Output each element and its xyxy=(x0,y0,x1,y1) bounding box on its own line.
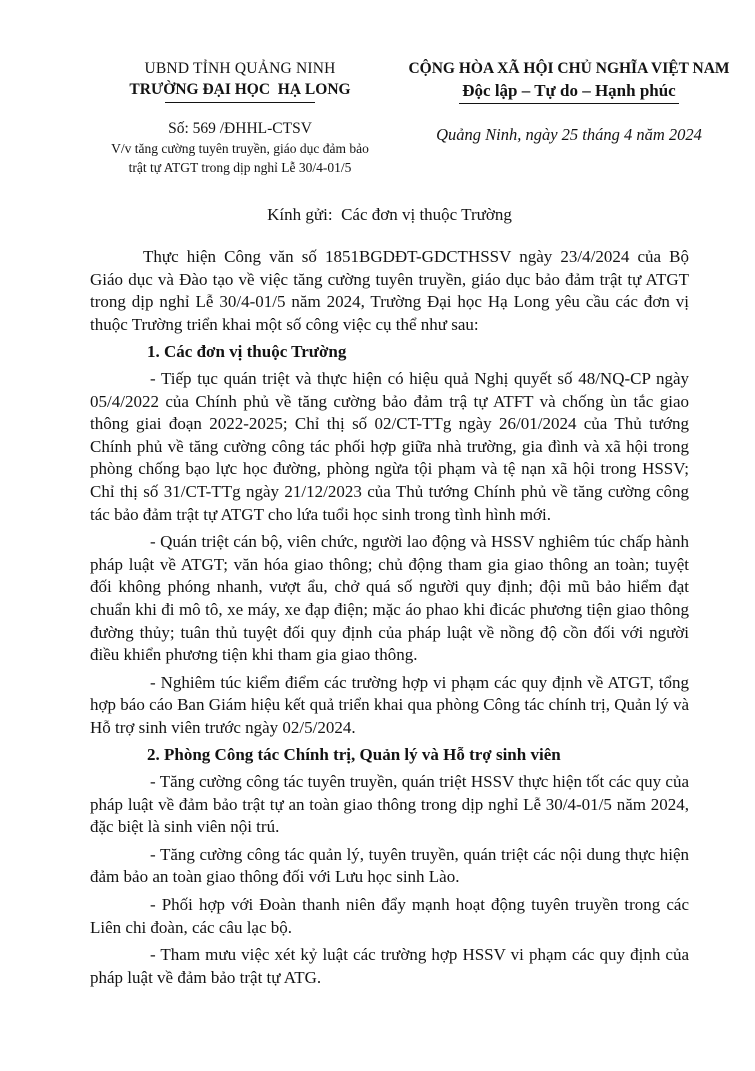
document-body xyxy=(0,204,755,989)
national-motto: Độc lập – Tự do – Hạnh phúc xyxy=(459,79,678,104)
org-name: TRƯỜNG ĐẠI HỌC HẠ LONG xyxy=(129,81,351,98)
org-parent-name: UBND TỈNH QUẢNG NINH xyxy=(144,60,336,77)
document-subject-line1: V/v tăng cường tuyên truyền, giáo dục đảm bảo xyxy=(111,141,369,156)
org-name-underline xyxy=(165,102,315,103)
section-2-item-3: - Phối hợp với Đoàn thanh niên đẩy mạnh hoạt động tuyên truyền trong các Liên chi đoàn, các câu lạc bộ. xyxy=(90,895,689,937)
salutation: Kính gửi: Các đơn vị thuộc Trường xyxy=(267,205,512,224)
section-2-item-2: - Tăng cường công tác quản lý, tuyên truyền, quán triệt các nội dung thực hiện đảm bảo an toàn giao thông đối với Lưu học sinh Lào. xyxy=(90,844,689,887)
section-1-item-3: - Nghiêm túc kiểm điểm các trường hợp vi phạm các quy định về ATGT, tổng hợp báo cáo Ban Giám hiệu kết quả triển khai qua phòng Công tác chính trị, Quản lý và Hỗ trợ sinh viên trước ngày 02/5/2024. xyxy=(90,672,689,737)
section-2-item-4: - Tham mưu việc xét kỷ luật các trường hợp HSSV vi phạm các quy định của pháp luật về đảm bảo trật tự ATG. xyxy=(90,945,689,987)
place-and-date: Quảng Ninh, ngày 25 tháng 4 năm 2024 xyxy=(436,125,702,144)
section-1-item-1: - Tiếp tục quán triệt và thực hiện có hiệu quả Nghị quyết số 48/NQ-CP ngày 05/4/2022 của Chính phủ về tăng cường bảo đảm trậ tự ATFT và chống ùn tắc giao thông giai đoạn 2022-2025; Chỉ thị số 02/CT-TTg ngày 26/01/2024 của Thủ tướng Chính phủ về tăng cường công tác phối hợp giữa nhà trường, gia đình và xã hội trong phòng chống bạo lực học đường, phòng ngừa tội phạm và tệ nạn xã hội trong HSSV; Chỉ thị số 31/CT-TTg ngày 21/12/2023 của Thủ tướng Chính phủ về tăng cường công tác bảo đảm trật tự ATGT cho lứa tuổi học sinh trong tình hình mới. xyxy=(90,368,689,524)
section-2-heading: 2. Phòng Công tác Chính trị, Quản lý và Hỗ trợ sinh viên xyxy=(147,745,561,765)
issuing-org-block xyxy=(86,58,394,177)
section-1-item-2: - Quán triệt cán bộ, viên chức, người lao động và HSSV nghiêm túc chấp hành pháp luật về ATGT; văn hóa giao thông; chủ động tham gia giao thông an toàn; tuyệt đối không phóng nhanh, vượt ẩu, chở quá số người quy định; đội mũ bảo hiểm đạt chuẩn khi đi mô tô, xe máy, xe đạp điện; mặc áo phao khi đicác phương tiện giao thông đường thủy; tuân thủ tuyệt đối quy định của pháp luật về nồng độ cồn đối với người điều khiển phương tiện khi tham gia giao thông. xyxy=(90,532,689,665)
intro-paragraph: Thực hiện Công văn số 1851BGDĐT-GDCTHSSV ngày 23/4/2024 của Bộ Giáo dục và Đào tạo về việc tăng cường tuyên truyền, giáo dục bảo đảm trật tự ATGT trong dịp nghỉ Lễ 30/4-01/5 năm 2024, Trường Đại học Hạ Long yêu cầu các đơn vị thuộc Trường triển khai một số công việc cụ thể như sau: xyxy=(90,247,689,334)
national-motto-block xyxy=(395,58,743,177)
document-subject-line2: trật tự ATGT trong dịp nghỉ Lễ 30/4-01/5 xyxy=(128,160,352,175)
national-title: CỘNG HÒA XÃ HỘI CHỦ NGHĨA VIỆT NAM xyxy=(408,60,730,77)
section-2-item-1: - Tăng cường công tác tuyên truyền, quán triệt HSSV thực hiện tốt các quy của pháp luật về đảm bảo trật tự an toàn giao thông trong dịp nghỉ Lễ 30/4-01/5 năm 2024, đặc biệt là sinh viên nội trú. xyxy=(90,772,689,837)
section-1-heading: 1. Các đơn vị thuộc Trường xyxy=(147,342,347,362)
document-header xyxy=(0,58,755,177)
document-number: Số: 569 /ĐHHL-CTSV xyxy=(168,120,312,137)
